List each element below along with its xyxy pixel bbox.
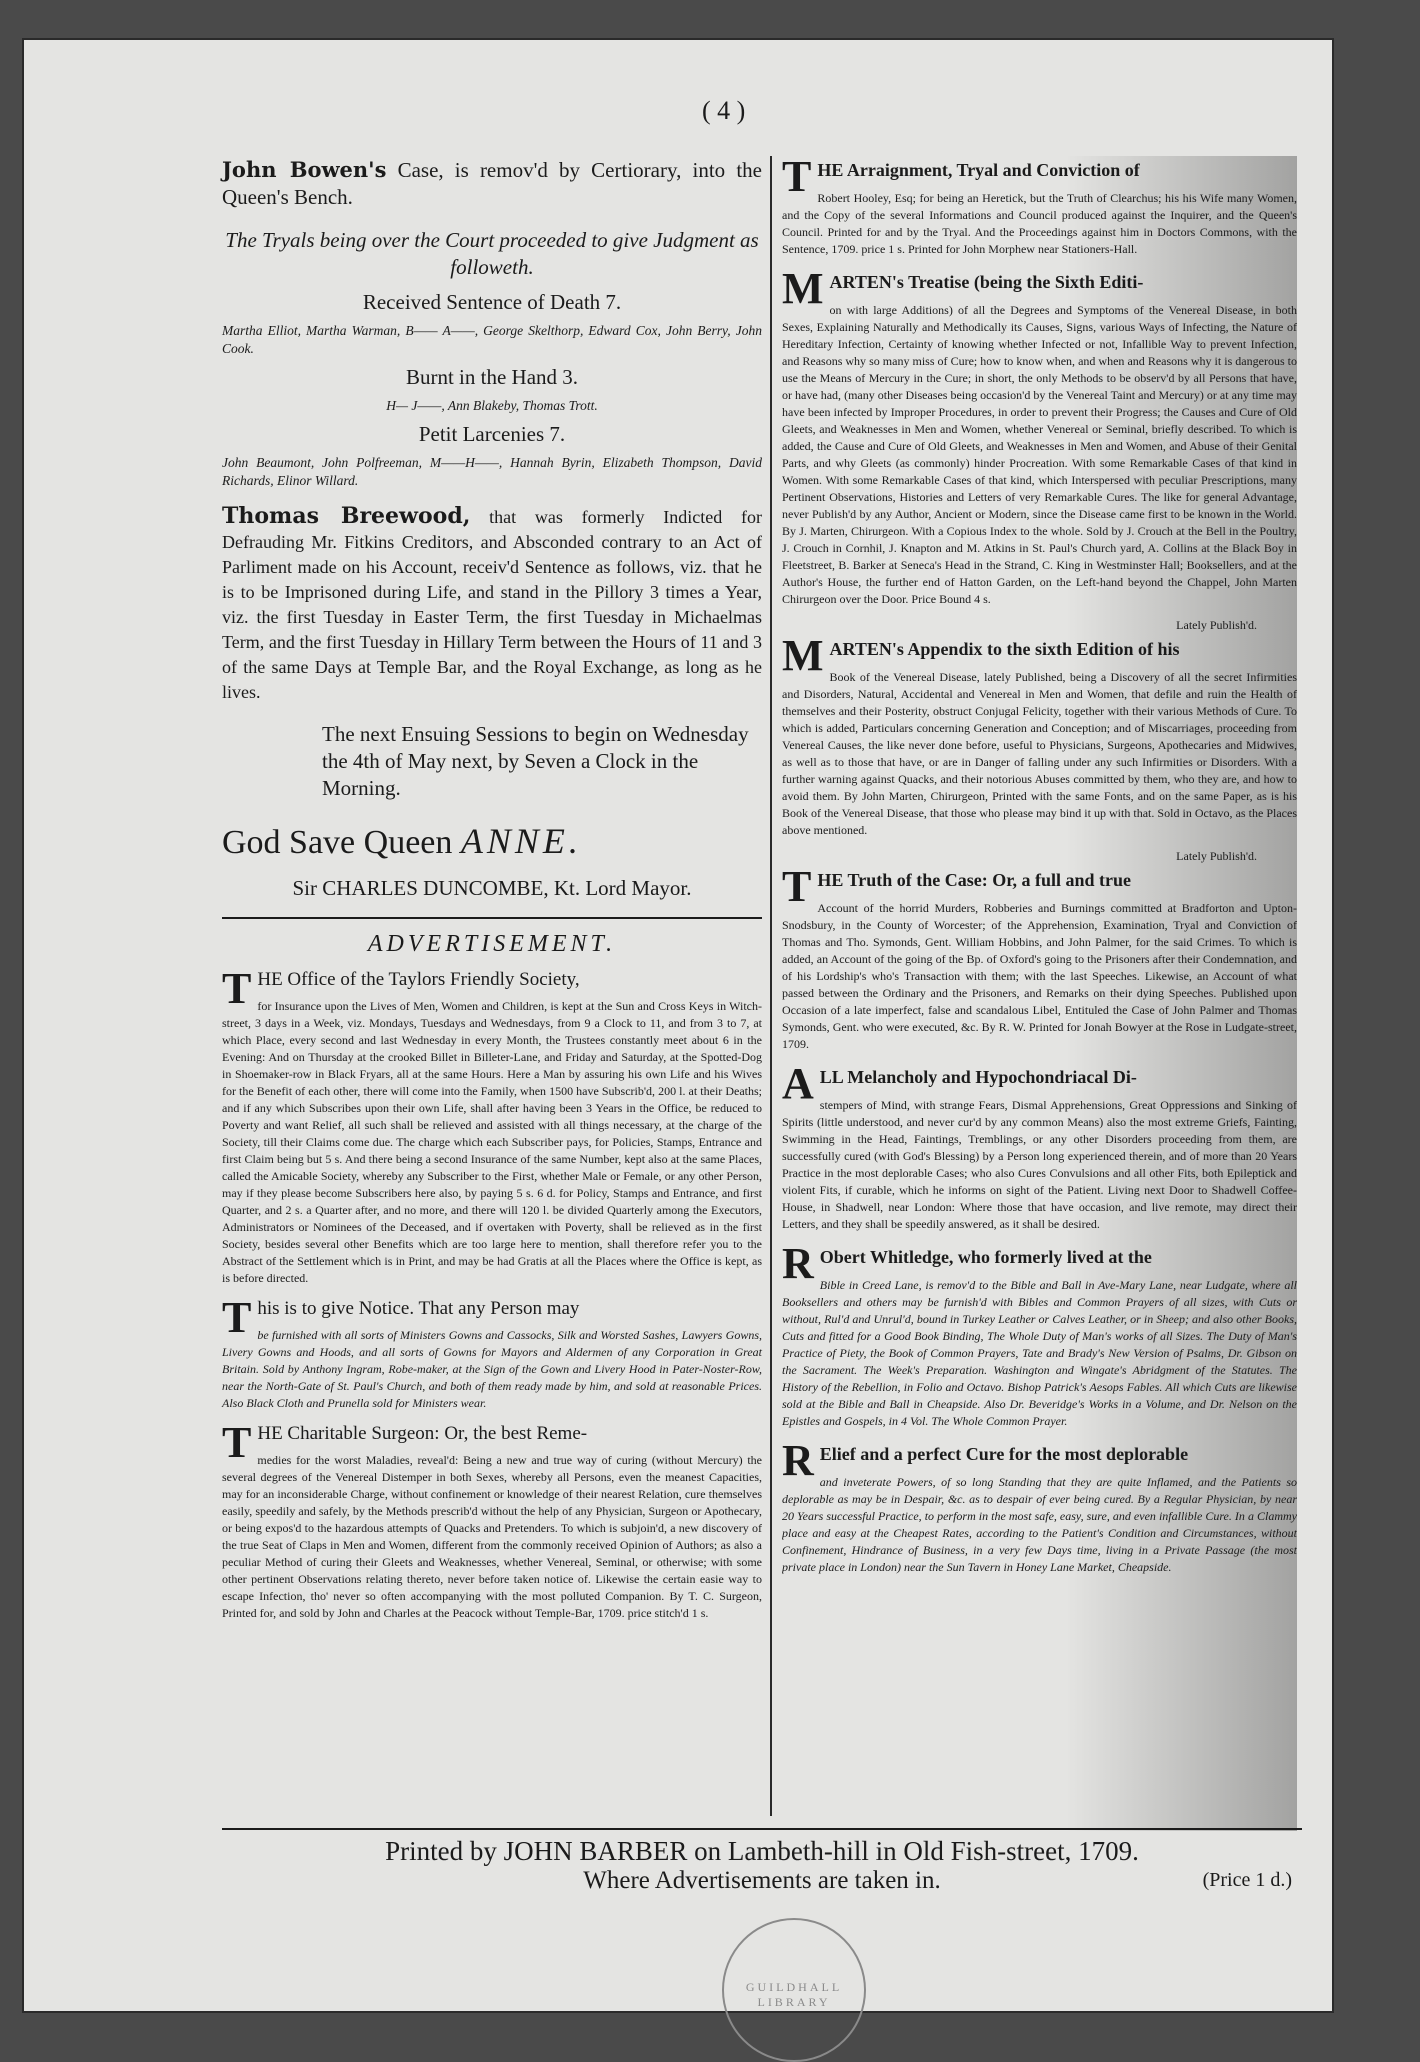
drop-cap: T <box>222 1418 252 1467</box>
advert-body: Robert Hooley, Esq; for being an Heretick, but the Truth of Clearchus; his his Wife many Women, and the Copy of the several Informations and Council produced against the Inquirer, and the Queen's Council. Printed for and by the Tryal. And the Proceedings against him in Doctors Commons, with the Sentence, 1709. price 1 s. Printed for John Morphew near Stationers-Hall. <box>782 191 1297 256</box>
drop-cap: R <box>782 1436 814 1485</box>
whitledge-advert <box>782 1239 1297 1430</box>
advert-heading: HE Truth of the Case: Or, a full and true <box>817 870 1132 890</box>
advert-body: stempers of Mind, with strange Fears, Dismal Apprehensions, Great Oppressions and Sinking of Spirits (little understood, and never cur'd by any common Means) also the most extreme Griefs, Fainting, Swimming in the Head, Faintings, Tremblings, or any other Disorders proceeding from them, are successfully cured (with God's Blessing) by a Person long experienced therein, and of more than 20 Years Practice in the most deplorable Cases; who also Cures Convulsions and all other Fits, both Epileptick and violent Fits, if curable, which he informs on sight of the Patient. Living next Door to Shadwell Coffee-House, in Shadwell, near London: Where those that have occasion, and live remote, may direct their Letters, and they shall be speedily answered, as it shall be desired. <box>782 1098 1297 1231</box>
advert-body: Book of the Venereal Disease, lately Published, being a Discovery of all the secret Infirmities and Disorders, Natural, Accidental and Venereal in Men and Women, that defile and ruin the Health of themselves and their Posterity, obstruct Conjugal Felicity, together with their various Methods of Cure. To which is added, Particulars concerning Generation and Conception; and of Miscarriages, proceeding from Venereal Causes, the like never done before, useful to Physicians, Surgeons, Apothecaries and Midwives, as well as to those that have, or are in Danger of falling under any such Infirmities or Disorders. With a further warning against Quacks, and their notorious Abuses committed by them, who they are, and how to avoid them. By John Marten, Chirurgeon, Printed with the same Fonts, and on the same Paper, as is his Book of the Venereal Disease, that those who please may bind it up with that. Sold in Octavo, as the Places above mentioned. <box>782 670 1297 837</box>
price: (Price 1 d.) <box>1202 1869 1292 1891</box>
drop-cap: T <box>782 156 812 201</box>
advert-heading: LL Melancholy and Hypochondriacal Di- <box>819 1067 1137 1087</box>
god-save-text: God Save Queen <box>222 824 453 861</box>
melancholy-advert <box>782 1059 1297 1233</box>
surgeon-advert <box>222 1418 762 1622</box>
drop-cap: A <box>782 1059 814 1108</box>
advert-heading: ARTEN's Treatise (being the Sixth Editi- <box>829 272 1144 292</box>
god-save-queen <box>222 820 762 862</box>
advertisements-taken <box>222 1867 1302 1895</box>
where-text: Where Advertisements are taken in. <box>583 1867 941 1894</box>
advert-body: Bible in Creed Lane, is remov'd to the Bible and Ball in Ave-Mary Lane, near Ludgate, where all Booksellers and others may be furnish'd with Bibles and Common Prayers of all sizes, with Cuts or without, Rul'd and Unrul'd, bound in Turkey Leather or Calves Leather, or in Sheep; and also other Books, Cuts and fitted for a Good Book Binding, The Whole Duty of Man's works of all Sizes. The Duty of Man's Practice of Piety, the Book of Common Prayers, Tate and Brady's New Version of Psalms, Dr. Gibson on the Sacrament. The Week's Preparation. Washington and Wingate's Abridgment of the Statutes. The History of the Rebellion, in Folio and Octavo. Bishop Patrick's Aesops Fables. All which Cuts are likewise sold at the Bible and Ball in Cheapside. Also Dr. Beveridge's Works in a Volume, and Dr. Nelson on the Epistles and Gospels, in 4 Vol. The Whole Common Prayer. <box>782 1278 1297 1428</box>
tryals-heading: The Tryals being over the Court proceeded to give Judgment as followeth. <box>225 228 759 279</box>
burnt-names: H— J——, Ann Blakeby, Thomas Trott. <box>386 398 598 413</box>
petit-heading: Petit Larcenies 7. <box>418 422 566 446</box>
stamp-text: GUILDHALL LIBRARY <box>745 1980 843 2009</box>
advert-body: be furnished with all sorts of Ministers Gowns and Cassocks, Silk and Worsted Sashes, Lawyers Gowns, Livery Gowns and Hoods, and all sorts of Gowns for Mayors and Aldermen of any Corporation in Great Britain. Sold by Anthony Ingram, Robe-maker, at the Sign of the Gown and Livery Hood in Pater-Noster-Row, near the North-Gate of St. Paul's Church, and both of them ready made by him, and sold at reasonable Prices. Also Black Cloth and Prunella sold for Ministers wear. <box>222 1328 762 1410</box>
newspaper-page <box>22 38 1334 2013</box>
queen-name: ANNE. <box>460 821 582 861</box>
drop-cap: T <box>222 1293 252 1342</box>
printed-by: Printed by JOHN BARBER on Lambeth-hill in Old Fish-street, 1709. <box>385 1836 1139 1866</box>
advert-heading: Elief and a perfect Cure for the most deplorable <box>819 1444 1189 1464</box>
drop-cap: T <box>782 862 812 911</box>
advert-body: on with large Additions) of all the Degrees and Symptoms of the Venereal Disease, in both Sexes, Explaining Naturally and Methodically its Causes, Signs, various Ways of Infecting, the Nature of Hereditary Infection, Certainty of knowing whether Infected or not, Infallible Way to prevent Infection, and Reasons why so many miss of Cure; how to know when, and when and Reasons why it is dangerous to use the Means of Mercury in the Cure; in short, the only Methods to be observ'd by all Persons that have, or have had, (many other Diseases being occasion'd by the Venereal Taint and Mercury) or at any time may have been infected by Improper Procedures, in order to prevent their Progress; the Causes and Cure of Old Gleets, and Weaknesses in Men and Women, whether Venereal or Seminal, briefly described. To which is added, the Cause and Cure of Old Gleets, and Weaknesses in Men and Women, and Abuse of their Genital Parts, and why Gleets (as commonly) hinder Procreation. With some Remarkable Cases of that kind in Women. With some Remarkable Cases of that kind, which Interspersed with peculiar Prescriptions, many Pertinent Observations, Histories and Letters of very Remarkable Cures. The like for general Advantage, never Publish'd by any Author, Ancient or Modern, since the Disease came first to be known in the World. By J. Marten, Chirurgeon. With a Copious Index to the whole. Sold by J. Crouch at the Bell in the Poultry, J. Crouch in Cornhil, J. Knapton and M. Atkins in St. Paul's Church yard, A. Collins at the Black Boy in Fleetstreet, B. Barker at Seneca's Head in the Strand, C. King in Westminster Hall; Booksellers, and at the Author's House, the further end of Hatton Garden, on the Left-hand beyond the Chappel, John Marten Chirurgeon over the Door. Price Bound 4 s. <box>782 303 1297 606</box>
breewood-text: that was formerly Indicted for Defrauding Mr. Fitkins Creditors, and Absconded contrary to an Act of Parliment made on his Account, receiv'd Sentence as follows, viz. that he is to be Imprisoned during Life, and stand in the Pillory 3 times a Year, viz. the first Tuesday in Easter Term, the first Tuesday in Michaelmas Term, and the first Tuesday in Hillary Term between the Hours of 11 and 3 of the same Days at Temple Bar, and the Royal Exchange, as long as he lives. <box>222 507 763 702</box>
advert-heading: Obert Whitledge, who formerly lived at the <box>819 1247 1152 1267</box>
bowen-notice <box>222 156 762 211</box>
truth-of-case-advert <box>782 862 1297 1053</box>
taylors-society-advert <box>222 964 762 1287</box>
breewood-name: Thomas Breewood, <box>222 503 471 529</box>
advert-heading: HE Arraignment, Tryal and Conviction of <box>817 160 1140 180</box>
drop-cap: T <box>222 964 252 1013</box>
bowen-rest: Case, is remov'd by Certiorary, into the Queen's Bench. <box>222 158 762 209</box>
gowns-advert <box>222 1293 762 1412</box>
divider <box>222 917 762 919</box>
page-number: ( 4 ) <box>702 96 746 125</box>
column-rule <box>770 156 772 1816</box>
advert-heading: HE Office of the Taylors Friendly Society, <box>257 969 580 990</box>
drop-cap: M <box>782 631 824 680</box>
advert-body: Account of the horrid Murders, Robberies and Burnings committed at Bradforton and Upton-Snodsbury, in the County of Worcester; of the Apprehension, Examination, Tryal and Conviction of Thomas and Tho. Symonds, Gent. William Hobbins, and John Palmer, for the said Crimes. To which is added, an Account of the going of the Bp. of Oxford's going to the Prisoners after their Condemnation, and of his Lordship's who's Transaction with them; with the last Speeches. Likewise, an Account of what passed between the Ordinary and the Prisoners, and Remarks on their dying Speeches. Published upon Occasion of a late imperfect, false and scandalous Libel, Entituled the Case of John Palmer and Thomas Symonds, Gent. who were executed, &c. By R. W. Printed for Jonah Bowyer at the Rose in Ludgate-street, 1709. <box>782 901 1297 1051</box>
advertisement-heading: ADVERTISEMENT. <box>367 931 617 957</box>
death-names: Martha Elliot, Martha Warman, B—— A——, George Skelthorp, Edward Cox, John Berry, John Cook. <box>222 323 762 356</box>
lately-published: Lately Publish'd. <box>1176 849 1257 863</box>
death-heading: Received Sentence of Death 7. <box>362 290 622 314</box>
marten-treatise-advert <box>782 264 1297 608</box>
advert-body: medies for the worst Maladies, reveal'd: Being a new and true way of curing (without Mercury) the several degrees of the Venereal Distemper in both Sexes, whereby all Persons, even the meanest Capacities, may for an inconsiderable Charge, without confinement or knowledge of their nearest Relation, cure themselves easily, speedily and safely, by the Methods prescrib'd without the help of any Physician, Surgeon or Apothecary, or being expos'd to the hazardous attempts of Quacks and Pretenders. To which is subjoin'd, a new discovery of the true Seat of Claps in Men and Women, different from the commonly received Opinion of Authors; as also a peculiar Method of curing their Gleets and Weaknesses, whether Venereal, Seminal, or otherwise; with some other pertinent Observations relating thereto, never before taken notice of. Likewise the certain easie way to escape Infection, tho' never so often accompanying with the most polluted Companion. By T. C. Surgeon, Printed for, and sold by John and Charles at the Peacock without Temple-Bar, 1709. price stitch'd 1 s. <box>222 1453 762 1620</box>
lord-mayor: Sir CHARLES DUNCOMBE, Kt. Lord Mayor. <box>292 876 692 900</box>
advert-heading: ARTEN's Appendix to the sixth Edition of his <box>829 639 1180 659</box>
advert-heading: his is to give Notice. That any Person may <box>257 1298 580 1319</box>
library-stamp <box>722 1918 866 2062</box>
lately-published: Lately Publish'd. <box>1176 618 1257 632</box>
footer-rule <box>222 1828 1302 1830</box>
relief-advert <box>782 1436 1297 1576</box>
drop-cap: R <box>782 1239 814 1288</box>
drop-cap: M <box>782 264 824 313</box>
bowen-name: John Bowen's <box>222 157 387 182</box>
breewood-notice <box>222 504 762 705</box>
advert-heading: HE Charitable Surgeon: Or, the best Reme- <box>257 1423 588 1444</box>
burnt-heading: Burnt in the Hand 3. <box>405 365 579 389</box>
left-column <box>222 156 762 1632</box>
arraignment-advert <box>782 156 1297 258</box>
petit-names: John Beaumont, John Polfreeman, M——H——, Hannah Byrin, Elizabeth Thompson, David Richards, Elinor Willard. <box>222 455 762 488</box>
right-column <box>782 156 1297 1831</box>
marten-appendix-advert <box>782 631 1297 839</box>
imprint-footer <box>222 1828 1302 1895</box>
advert-body: for Insurance upon the Lives of Men, Women and Children, is kept at the Sun and Cross Keys in Witch-street, 3 days in a Week, viz. Mondays, Tuesdays and Wednesdays, from 9 a Clock to 11, and from 3 to 7, at which Place, every second and last Wednesday in every Month, the Trustees constantly meet about 6 in the Evening: And on Thursday at the crooked Billet in Billeter-Lane, and Friday and Saturday, at the Spotted-Dog in Shoemaker-row in Black Fryars, all at the same Hours. Here a Man by assuring his own Life and his Wives for the Benefit of each other, there will come into the Family, when 1500 have Subscrib'd, 200 l. at their Deaths; and if any which Subscribes upon their own Life, shall after having been 3 Years in the Office, be reduced to Poverty and want Relief, all such shall be relieved and assisted with all things necessary, at the charge of the Society, till their Claims come due. The charge which each Subscriber pays, for Policies, Stamps, Entrance and first Claim being but 5 s. And there being a second Insurance of the same Number, kept also at the same Places, called the Amicable Society, whereby any Subscriber to the First, whether Male or Female, or any other Person, may if they please become Subscribers here also, by paying 5 s. 6 d. for Policy, Stamps and Entrance, and first Quarter, and 2 s. a Quarter after, and no more, and there will 120 l. be divided Quarterly among the Executors, Administrators or Nominees of the Deceased, and if overtaken with Poverty, shall be relieved as in the first Society, besides several other Benefits which are too large here to mention, shall therefore refer you to the Abstract of the Settlement which is in Print, and may be had Gratis at all the Places where the Office is kept, as is before directed. <box>222 999 762 1285</box>
advert-body: and inveterate Powers, of so long Standing that they are quite Inflamed, and the Patients so deplorable as may be in Despair, &c. as to despair of ever being cured. By a Regular Physician, by near 20 Years successful Practice, to perform in the most safe, easy, sure, and even infallible Cure. In a Clammy place and easy at the Cheapest Rates, according to the Patient's Condition and Circumstances, without Confinement, Hindrance of Business, in a very few Days time, living in a Private Passage (the most private place in London) near the Sun Tavern in Honey Lane Market, Cheapside. <box>782 1475 1297 1574</box>
sessions-notice: The next Ensuing Sessions to begin on Wednesday the 4th of May next, by Seven a Clock in the Morning. <box>322 722 749 800</box>
